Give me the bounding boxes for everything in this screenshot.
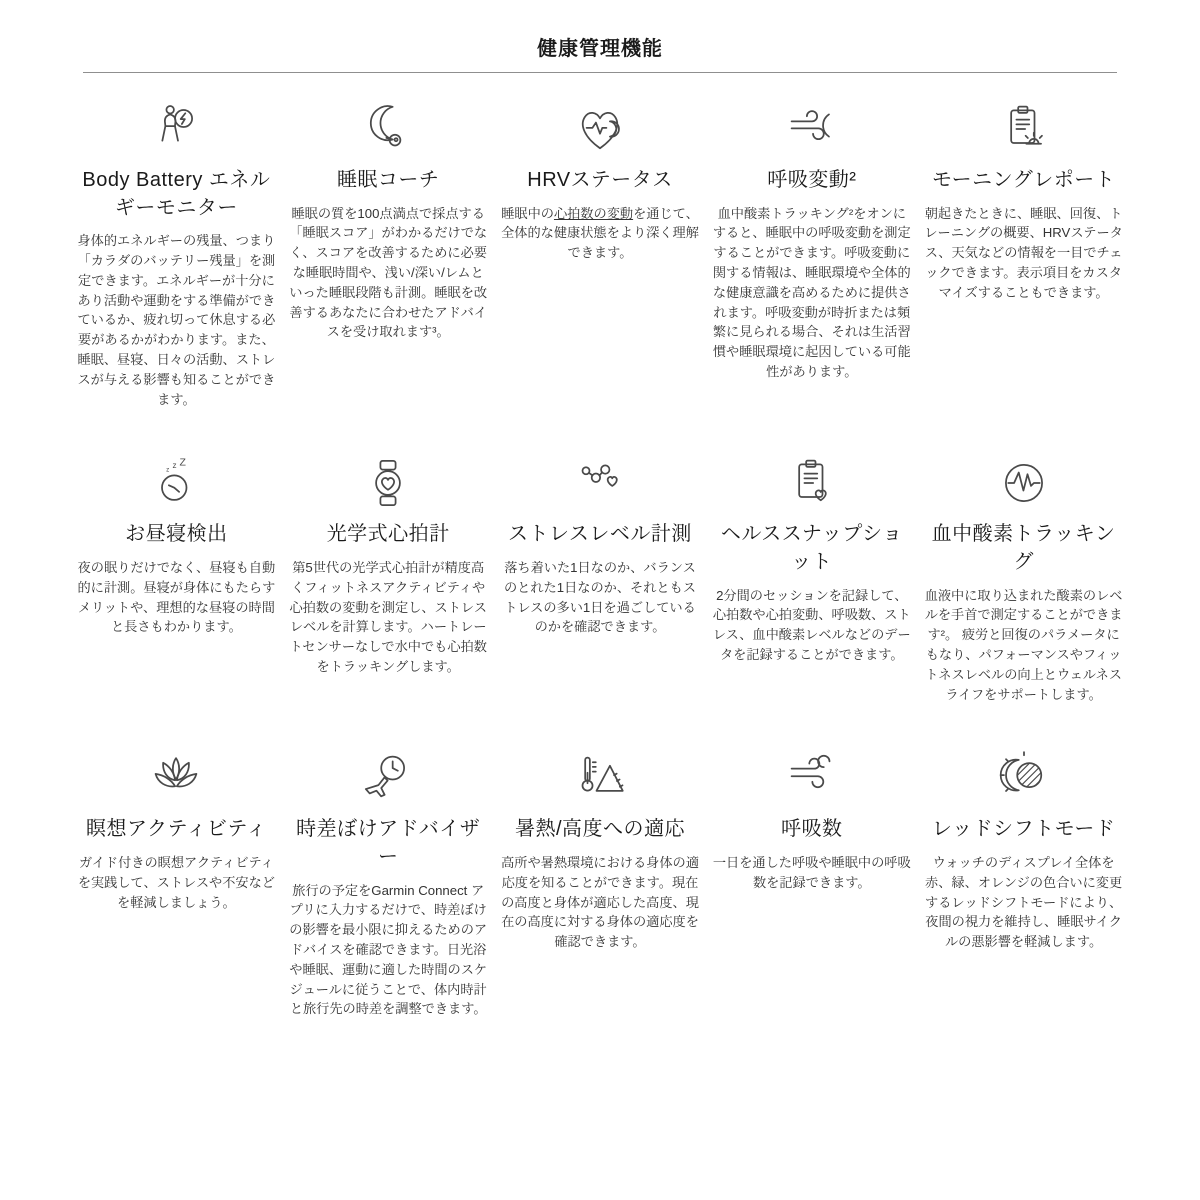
feature-description: 身体的エネルギーの残量、つまり「カラダのバッテリー残量」を測定できます。エネルギーが十分にあり活動や運動をする準備ができているか、疲れ切って休息する必要があるかがわかります。また、睡眠、昼寝、日々の活動、ストレスが与える影響も知ることができます。 [77,233,276,407]
pulse-ox-icon [924,453,1123,513]
feature-title: 光学式心拍計 [326,523,450,546]
optical-heart-rate-icon [289,453,488,513]
stress-level-icon [501,453,700,513]
feature-description: 高所や暑熱環境における身体の適応度を知ることができます。現在の高度と身体が適応した高度、現在の高度に対する身体の適応度を確認できます。 [501,854,699,950]
feature-title: モーニングレポート [931,169,1116,191]
feature-card-health-snapshot [712,453,911,664]
feature-title: HRVステータス [527,169,673,191]
feature-description: 朝起きたときに、睡眠、回復、トレーニングの概要、HRVステータス、天気などの情報を一目でチェックできます。表示項目をカスタマイズすることもできます。 [924,205,1123,300]
feature-title: お昼寝検出 [125,523,228,546]
feature-title: レッドシフトモード [931,818,1116,841]
jet-lag-adviser-icon [289,748,488,808]
feature-card-heat-altitude [501,748,700,952]
breathing-variation-icon [712,99,911,159]
feature-card-sleep-coach [289,99,488,342]
feature-title: ヘルススナップショット [720,523,903,573]
feature-description: 第5世代の光学式心拍計が精度高くフィットネスアクティビティや心拍数の変動を測定し、ストレスレベルを計算します。ハートレートセンサーなしで水中でも心拍数をトラッキングします。 [289,559,487,674]
meditation-icon [77,748,276,808]
svg-text:z: z [166,466,170,474]
desc-text: を通じて、全体的な健康状態をより深く理解できます。 [501,205,699,261]
feature-description: 落ち着いた1日なのか、バランスのとれた1日なのか、それともストレスの多い1日を過ごしているのかを確認できます。 [504,559,696,635]
desc-text: 睡眠中の [501,205,554,221]
feature-description: 睡眠の質を100点満点で採点する「睡眠スコア」がわかるだけでなく、スコアを改善するために必要な睡眠時間や、浅い/深い/レムといった睡眠段階も計測。睡眠を改善するあなたに合わせたアドバイスを受け取れます³。 [289,205,488,340]
hrv-status-icon [501,99,700,159]
feature-card-optical-heart-rate [289,453,488,676]
morning-report-icon [924,99,1123,159]
feature-card-respiration [712,748,911,892]
feature-card-jet-lag-adviser [289,748,488,1019]
feature-description: ガイド付きの瞑想アクティビティを実践して、ストレスや不安などを軽減しましょう。 [77,854,275,910]
svg-text:z: z [172,461,177,471]
feature-description: 2分間のセッションを記録して、心拍数や心拍変動、呼吸数、ストレス、血中酸素レベルなどのデータを記録することができます。 [712,587,911,662]
feature-description: 血液中に取り込まれた酸素のレベルを手首で測定することができます²。 疲労と回復のパラメータにもなり、パフォーマンスやフィットネスレベルの向上とウェルネスライフをサポートします。 [924,587,1123,702]
feature-grid [77,99,1123,1019]
feature-card-breathing-variation [712,99,911,382]
feature-title: Body Battery エネルギーモニター [82,169,271,219]
feature-description: ウォッチのディスプレイ全体を赤、緑、オレンジの色合いに変更するレッドシフトモードにより、夜間の視力を維持し、睡眠サイクルの悪影響を軽減します。 [925,854,1123,950]
feature-description: 旅行の予定をGarmin Connect アプリに入力するだけで、時差ぼけの影響を最小限に抑えるためのアドバイスを確認できます。日光浴や睡眠、運動に適した時間のスケジュールに従うことで、体内時計と旅行先の時差を調整できます。 [289,882,488,1017]
feature-description: 夜の眠りだけでなく、昼寝も自動的に計測。昼寝が身体にもたらすメリットや、理想的な昼寝の時間と長さもわかります。 [77,559,276,635]
feature-card-meditation [77,748,276,912]
feature-title: 時差ぼけアドバイザー [296,818,481,868]
heat-altitude-icon [501,748,700,808]
feature-title: 暑熱/高度への適応 [514,818,686,841]
feature-card-morning-report [924,99,1123,303]
respiration-icon [712,748,911,808]
feature-card-red-shift-mode [924,748,1123,952]
feature-card-body-battery [77,99,276,409]
feature-card-pulse-ox [924,453,1123,704]
feature-card-nap-detection [77,453,276,637]
red-shift-mode-icon [924,748,1123,808]
sleep-coach-icon [289,99,488,159]
svg-text:Z: Z [179,456,187,469]
feature-card-stress-level [501,453,700,637]
nap-detection-icon [77,453,276,513]
feature-title: 瞑想アクティビティ [86,818,267,841]
feature-description: 血中酸素トラッキング²をオンにすると、睡眠中の呼吸変動を測定することができます。呼吸変動に関する情報は、睡眠環境や全体的な健康意識を高めるために提供されます。呼吸変動が時折または頻繁に見られる場合、それは生活習慣や睡眠環境に起因している可能性があります。 [712,205,911,379]
health-snapshot-icon [712,453,911,513]
feature-description: 一日を通した呼吸や睡眠中の呼吸数を記録できます。 [712,854,911,890]
section-title: 健康管理機能 [537,38,663,60]
section-header [83,32,1117,73]
feature-title: ストレスレベル計測 [508,523,692,546]
feature-card-hrv-status [501,99,700,263]
feature-title: 呼吸数 [781,818,843,841]
body-battery-icon [77,99,276,159]
feature-title: 呼吸変動² [767,169,857,191]
feature-description [501,204,700,263]
feature-title: 血中酸素トラッキング [931,523,1116,573]
hrv-link[interactable]: 心拍数の変動 [553,205,634,221]
feature-title: 睡眠コーチ [336,169,440,191]
